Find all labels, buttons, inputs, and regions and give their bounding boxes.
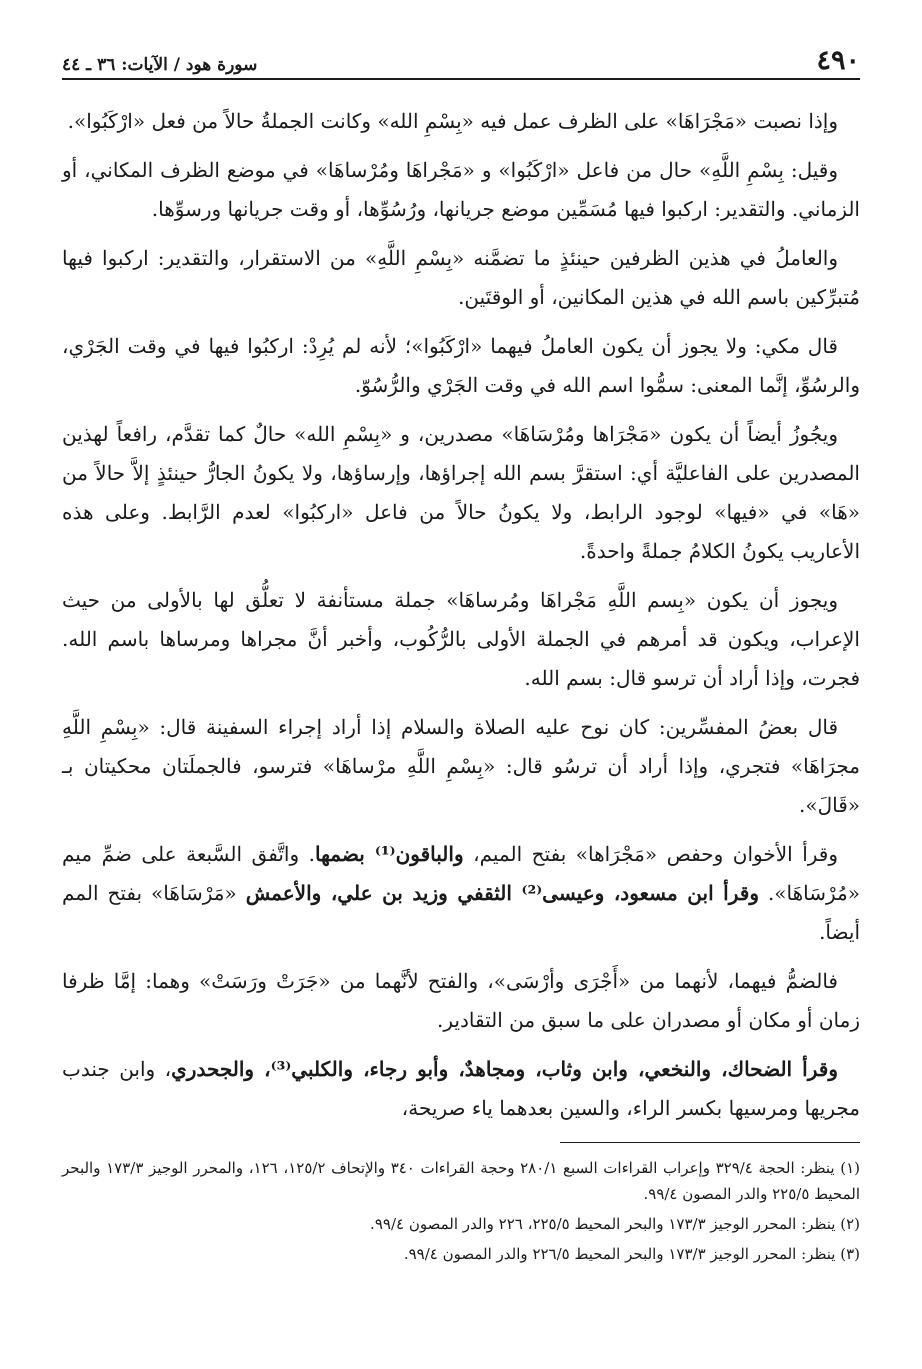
- bold-text: وقرأ ابن مسعود، وعيسى⁽²⁾ الثقفي وزيد بن علي، والأعمش: [245, 881, 759, 905]
- paragraph-readings: وقرأ الضحاك، والنخعي، وابن وثاب، ومجاهدٌ، وأبو رجاء، والكلبي⁽³⁾، والجحدري، وابن جندب مجريها ومرسيها بكسر الراء، والسين بعدهما ياء صريحة،: [62, 1057, 860, 1120]
- main-text: [62, 102, 860, 1128]
- paragraph: وإذا نصبت «مَجْرَاهَا» على الظرف عمل فيه «بِسْمِ الله» وكانت الجملةُ حالاً من فعل «ارْكَبُوا».: [67, 109, 838, 133]
- footnote: (٣) ينظر: المحرر الوجيز ١٧٣/٣ والبحر المحيط ٢٢٦/٥ والدر المصون ٩٩/٤.: [403, 1245, 860, 1263]
- paragraph: ويجوز أن يكون «بِسم اللَّهِ مَجْراهَا ومُرساهَا» جملة مستأنفة لا تعلُّق لها بالأولى من حيث الإعراب، ويكون قد أمرهم في الجملة الأولى بالرُّكُوب، وأخبر أنَّ مجراها ومرساها باسم الله. فجرت، وإذا أراد أن ترسو قال: بسم الله.: [62, 588, 860, 690]
- paragraph: والعاملُ في هذين الظرفين حينئذٍ ما تضمَّنه «بِسْمِ اللَّهِ» من الاستقرار، والتقدير: اركبوا فيها مُتبرِّكين باسم الله في هذين المكانين، أو الوقتَين.: [62, 246, 860, 309]
- page-number: ٤٩٠: [816, 45, 860, 76]
- paragraph: ويجُوزُ أيضاً أن يكون «مَجْرَاها ومُرْسَاهَا» مصدرين، و «بِسْمِ الله» حالٌ كما تقدَّم، رافعاً لهذين المصدرين على الفاعليَّة أي: استقرَّ بسم الله إجراؤها، وإرساؤها، ولا يكونُ الجارُّ حينئذٍ إلاَّ حالاً من «هَا» في «فيها» لوجود الرابط، ولا يكونُ حالاً من فاعل «اركبُوا» لعدم الرَّابط. وعلى هذه الأعاريب يكونُ الكلامُ جملةً واحدةً.: [62, 422, 861, 563]
- footnote-separator: [560, 1142, 860, 1143]
- footnotes: [62, 1155, 860, 1267]
- footnote: (٢) ينظر: المحرر الوجيز ١٧٣/٣ والبحر المحيط ٢٢٥/٥، ٢٢٦ والدر المصون ٩٩/٤.: [370, 1215, 860, 1233]
- paragraph-readings: وقرأ الأخوان وحفص «مَجْرَاها» بفتح الميم، والباقون⁽¹⁾ بضمها. واتَّفق السَّبعة على ضمِّ ميم «مُرْسَاهَا». وقرأ ابن مسعود، وعيسى⁽²⁾ الثقفي وزيد بن علي، والأعمش «مَرْسَاهَا» بفتح المم أيضاً.: [62, 842, 861, 944]
- footnote: (١) ينظر: الحجة ٣٢٩/٤ وإعراب القراءات السبع ٢٨٠/١ وحجة القراءات ٣٤٠ والإتحاف ١٢٥/٢، ١٢٦، والمحرر الوجيز ١٧٣/٣ والبحر المحيط ٢٢٥/٥ والدر المصون ٩٩/٤.: [62, 1159, 861, 1203]
- paragraph: وقيل: بِسْمِ اللَّهِ» حال من فاعل «ارْكَبُوا» و «مَجْراهَا ومُرْساهَا» في موضع الظرف المكاني، أو الزماني. والتقدير: اركبوا فيها مُسَمِّين موضع جريانها، ورُسُوِّها، أو وقت جريانها ورسوِّها.: [62, 158, 860, 221]
- page-header: [62, 40, 860, 80]
- running-title: سورة هود / الآيات: ٣٦ ـ ٤٤: [62, 55, 258, 75]
- bold-text: والباقون⁽¹⁾ بضمها: [314, 842, 464, 866]
- paragraph: قال بعضُ المفسِّرين: كان نوح عليه الصلاة والسلام إذا أراد إجراء السفينة قال: «بِسْمِ اللَّهِ مجرَاهَا» فتجري، وإذا أراد أن ترسُو قال: «بِسْمِ اللَّهِ مرْساهَا» فترسو، فالجملَتان محكيتان بـ «قَالَ».: [62, 715, 860, 817]
- bold-text: وقرأ الضحاك، والنخعي، وابن وثاب، ومجاهدٌ، وأبو رجاء، والكلبي⁽³⁾، والجحدري: [171, 1057, 838, 1081]
- paragraph: فالضمُّ فيهما، لأنهما من «أَجْرَى وأرْسَى»، والفتح لأنَّهما من «جَرَتْ ورَسَتْ» وهما: إمَّا ظرفا زمان أو مكان أو مصدران على ما سبق من التقادير.: [62, 969, 860, 1032]
- paragraph: قال مكي: ولا يجوز أن يكون العاملُ فيهما «ارْكَبُوا»؛ لأنه لم يُرِدْ: اركبُوا فيها في وقت الجَرْي، والرسُوِّ، إنَّما المعنى: سمُّوا اسم الله في وقت الجَرْي والرُّسُوّ.: [62, 334, 860, 397]
